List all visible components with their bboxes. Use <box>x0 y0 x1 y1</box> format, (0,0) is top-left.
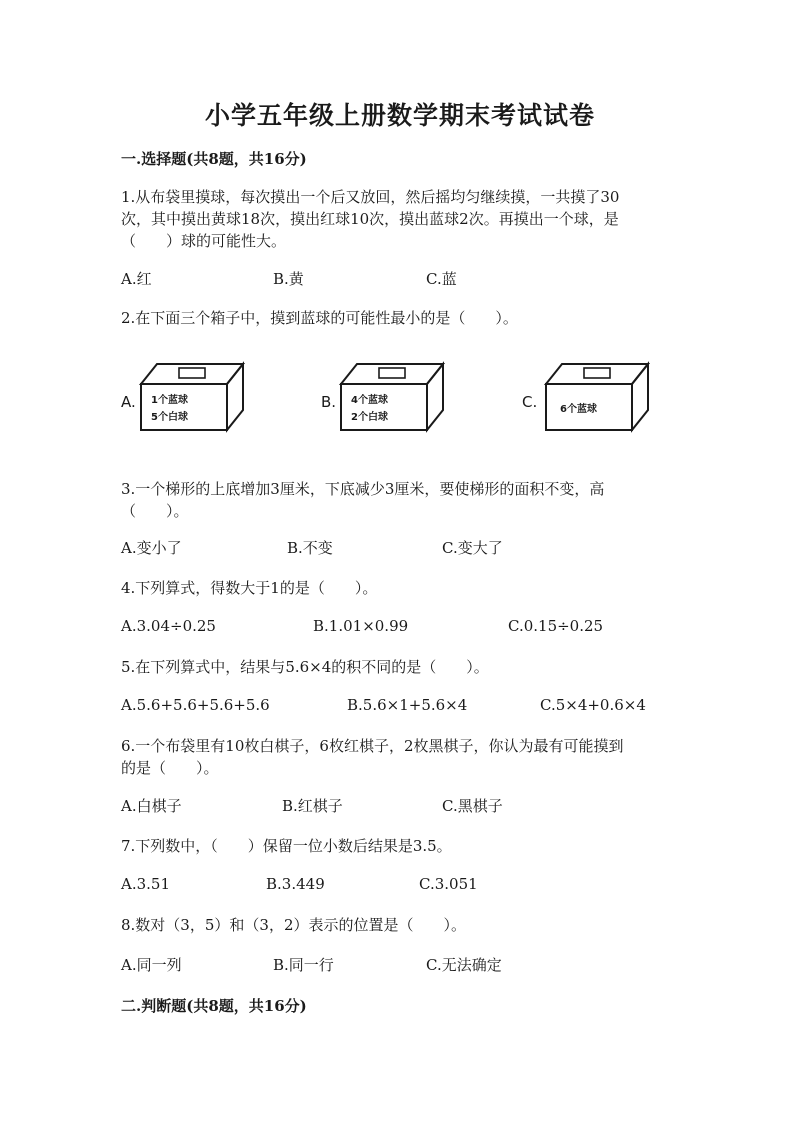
option-c[interactable]: C.5×4+0.6×4 <box>540 696 646 714</box>
question-line: 6.一个布袋里有10枚白棋子，6枚红棋子，2枚黑棋子，你认为最有可能摸到 <box>121 737 624 755</box>
box-b-line-1: 4个蓝球 <box>351 395 388 406</box>
option-a[interactable]: A.红 <box>121 270 152 288</box>
option-b[interactable]: B.红棋子 <box>282 797 343 815</box>
option-c[interactable]: C.黑棋子 <box>442 797 503 815</box>
box-letter: C. <box>522 393 538 411</box>
box-b[interactable] <box>315 360 455 450</box>
box-letter: A. <box>121 393 136 411</box>
section-heading-choice: 一.选择题(共8题，共16分) <box>121 150 307 168</box>
option-c[interactable]: C.无法确定 <box>426 956 502 974</box>
question-line: 次，其中摸出黄球18次，摸出红球10次，摸出蓝球2次。再摸出一个球，是 <box>121 210 619 228</box>
question-1 <box>121 186 677 252</box>
box-a-drawing <box>137 360 249 440</box>
option-c[interactable]: C.蓝 <box>426 270 457 288</box>
question-line: 3.一个梯形的上底增加3厘米，下底减少3厘米，要使梯形的面积不变，高 <box>121 480 605 498</box>
box-a-line-2: 5个白球 <box>151 412 188 423</box>
question-line: 8.数对（3，5）和（3，2）表示的位置是（ ）。 <box>121 916 466 934</box>
question-line: （ ）。 <box>121 502 189 520</box>
question-2 <box>121 307 677 329</box>
options-6 <box>121 795 681 817</box>
option-a[interactable]: A.同一列 <box>121 956 182 974</box>
options-5 <box>121 696 681 718</box>
question-5 <box>121 656 677 678</box>
question-8 <box>121 914 677 936</box>
options-7 <box>121 875 681 897</box>
question-line: 2.在下面三个箱子中，摸到蓝球的可能性最小的是（ ）。 <box>121 309 518 327</box>
option-a[interactable]: A.5.6+5.6+5.6+5.6 <box>121 696 270 714</box>
box-c[interactable] <box>520 360 660 450</box>
question-6 <box>121 735 677 779</box>
option-a[interactable]: A.3.04÷0.25 <box>121 617 216 635</box>
options-1 <box>121 268 681 290</box>
option-a[interactable]: A.白棋子 <box>121 797 182 815</box>
question-line: 7.下列数中，（ ）保留一位小数后结果是3.5。 <box>121 837 452 855</box>
box-a-line-1: 1个蓝球 <box>151 395 188 406</box>
box-letter: B. <box>321 393 337 411</box>
box-a[interactable] <box>115 360 255 450</box>
option-a[interactable]: A.变小了 <box>121 539 182 557</box>
option-b[interactable]: B.5.6×1+5.6×4 <box>347 696 468 714</box>
option-c[interactable]: C.0.15÷0.25 <box>508 617 604 635</box>
box-b-drawing <box>337 360 449 440</box>
section-heading-judge: 二.判断题(共8题，共16分) <box>121 997 307 1015</box>
option-a[interactable]: A.3.51 <box>121 875 170 893</box>
options-4 <box>121 617 681 639</box>
box-b-line-2: 2个白球 <box>351 412 388 423</box>
question-line: 的是（ ）。 <box>121 759 219 777</box>
question-line: 1.从布袋里摸球，每次摸出一个后又放回，然后摇均匀继续摸，一共摸了30 <box>121 188 620 206</box>
option-b[interactable]: B.不变 <box>287 539 333 557</box>
question-line: （ ）球的可能性大。 <box>121 232 287 250</box>
option-b[interactable]: B.3.449 <box>266 875 325 893</box>
question-line: 5.在下列算式中，结果与5.6×4的积不同的是（ ）。 <box>121 658 489 676</box>
question-line: 4.下列算式，得数大于1的是（ ）。 <box>121 579 378 597</box>
box-c-drawing <box>542 360 654 440</box>
option-b[interactable]: B.黄 <box>273 270 304 288</box>
options-8 <box>121 954 681 976</box>
box-c-line-1: 6个蓝球 <box>560 404 597 415</box>
options-3 <box>121 537 681 559</box>
page-title: 小学五年级上册数学期末考试试卷 <box>204 101 595 130</box>
question-3 <box>121 478 677 522</box>
question-4 <box>121 577 677 599</box>
option-b[interactable]: B.1.01×0.99 <box>313 617 409 635</box>
option-c[interactable]: C.3.051 <box>419 875 478 893</box>
option-c[interactable]: C.变大了 <box>442 539 503 557</box>
boxes-figure <box>115 360 655 450</box>
option-b[interactable]: B.同一行 <box>273 956 334 974</box>
question-7 <box>121 835 677 857</box>
